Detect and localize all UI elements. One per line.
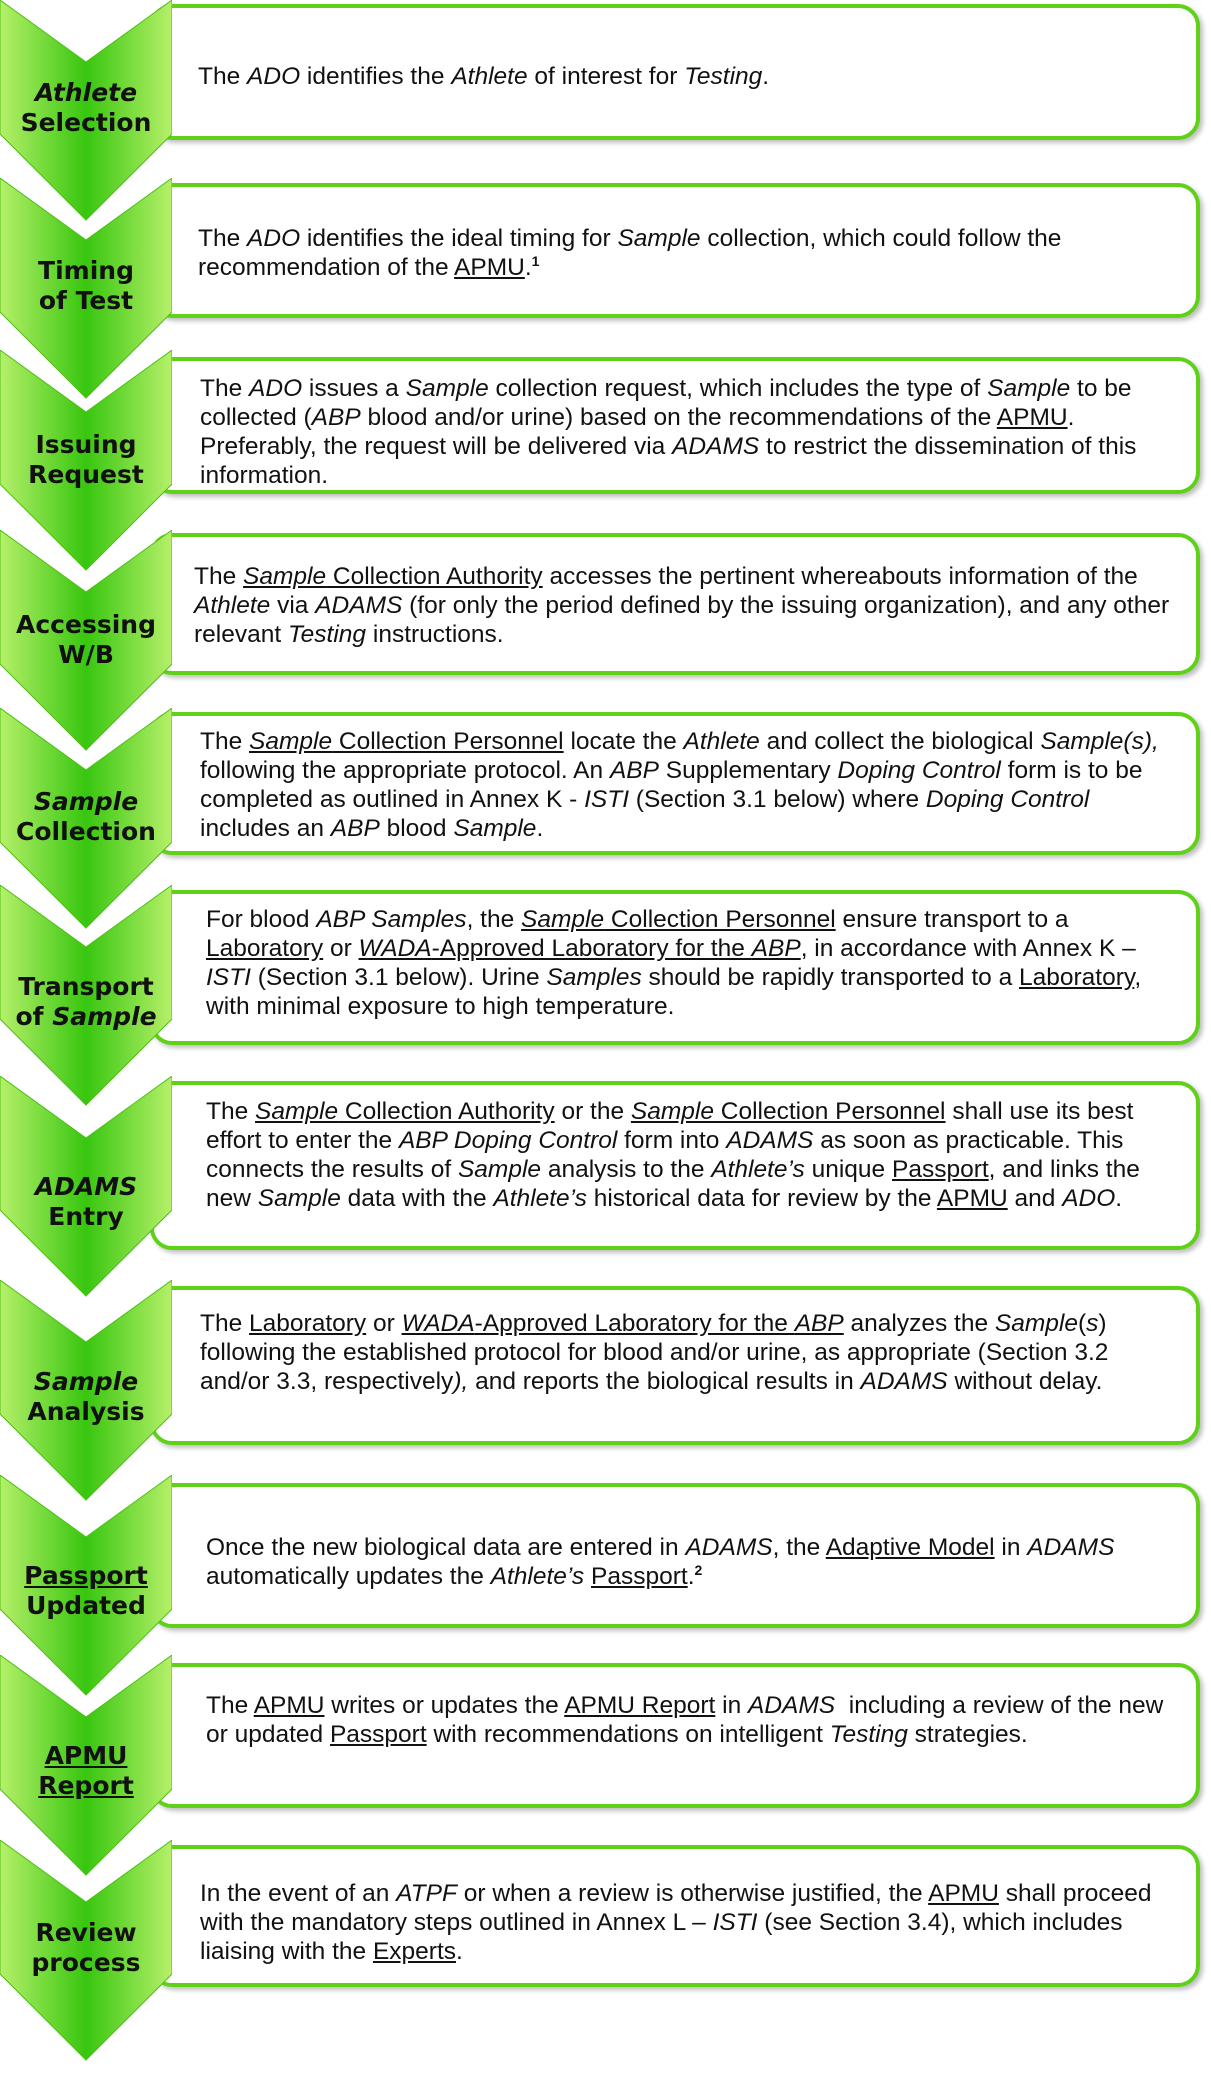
step-description: For blood ABP Samples, the Sample Collection Personnel ensure transport to a Laboratory or WADA-Approved Laboratory for the ABP, in accordance with Annex K – ISTI (Section 3.1 below). Urine Samples should be rapidly transported to a Laboratory, with minimal exposure to high temperature. bbox=[206, 906, 1142, 1020]
step-card bbox=[150, 1081, 1200, 1250]
step-label bbox=[0, 610, 172, 670]
step-label-line: W/B bbox=[58, 640, 114, 669]
step-description: The Sample Collection Personnel locate the Athlete and collect the biological Sample(s), following the appropriate protocol. An ABP Supplementary Doping Control form is to be completed as outlined in Annex K - ISTI (Section 3.1 below) where Doping Control includes an ABP blood Sample. bbox=[200, 728, 1159, 842]
step-card bbox=[150, 1483, 1200, 1628]
step-label bbox=[0, 1561, 172, 1621]
step-label-line: Review bbox=[35, 1918, 137, 1947]
step-description: The Laboratory or WADA-Approved Laboratory for the ABP analyzes the Sample(s) following the established protocol for blood and/or urine, as appropriate (Section 3.2 and/or 3.3, respectively), and reports the biological results in ADAMS without delay. bbox=[200, 1310, 1109, 1395]
step-label bbox=[0, 1918, 172, 1978]
step-description: The ADO identifies the Athlete of interest for Testing. bbox=[198, 63, 770, 90]
step-label-line: Sample bbox=[33, 1367, 139, 1396]
step-label-italic-word: Sample bbox=[52, 1002, 157, 1031]
step-description: The Sample Collection Authority accesses the pertinent whereabouts information of the Athlete via ADAMS (for only the period defined by the issuing organization), and any other relevant Testing instructions. bbox=[194, 563, 1170, 648]
step-description: The Sample Collection Authority or the Sample Collection Personnel shall use its best effort to enter the ABP Doping Control form into ADAMS as soon as practicable. This connects the results of Sample analysis to the Athlete’s unique Passport, and links the new Sample data with the Athlete’s historical data for review by the APMU and ADO. bbox=[206, 1098, 1140, 1212]
step-label-line: Passport bbox=[24, 1561, 148, 1590]
step-label bbox=[0, 787, 172, 847]
step-label-line: Collection bbox=[16, 817, 156, 846]
step-label-line: of Sample bbox=[15, 1002, 157, 1031]
step-card bbox=[150, 712, 1200, 855]
step-label bbox=[0, 78, 172, 138]
step-card bbox=[150, 890, 1200, 1045]
step-label-line: Athlete bbox=[34, 78, 138, 107]
step-description: Once the new biological data are entered in ADAMS, the Adaptive Model in ADAMS automatically updates the Athlete’s Passport.$^2$ bbox=[206, 1534, 1115, 1590]
step-label bbox=[0, 1172, 172, 1232]
step-card bbox=[150, 183, 1200, 318]
step-description: In the event of an ATPF or when a review is otherwise justified, the APMU shall proceed with the mandatory steps outlined in Annex L – ISTI (see Section 3.4), which includes liaising with the Experts. bbox=[200, 1880, 1152, 1965]
step-label-line: Updated bbox=[26, 1591, 146, 1620]
step-label bbox=[0, 1367, 172, 1427]
step-label-line: Report bbox=[38, 1771, 134, 1800]
step-description: The ADO issues a Sample collection request, which includes the type of Sample to be collected (ABP blood and/or urine) based on the recommendations of the APMU. Preferably, the request will be delivered via ADAMS to restrict the dissemination of this information. bbox=[200, 375, 1137, 489]
step-label bbox=[0, 430, 172, 490]
step-label-line: of Test bbox=[38, 286, 134, 315]
step-label-line: Transport bbox=[18, 972, 154, 1001]
step-card bbox=[150, 1663, 1200, 1808]
step-label-line: APMU bbox=[44, 1741, 128, 1770]
step-label-line: Issuing bbox=[35, 430, 137, 459]
step-label-line: Sample bbox=[33, 787, 139, 816]
step-label-line: Analysis bbox=[27, 1397, 145, 1426]
step-card bbox=[150, 357, 1200, 494]
step-label-line: ADAMS bbox=[34, 1172, 138, 1201]
step-label-line: Selection bbox=[20, 108, 152, 137]
step-card bbox=[150, 1286, 1200, 1445]
step-card bbox=[150, 1845, 1200, 1987]
step-label-line: Entry bbox=[48, 1202, 124, 1231]
step-label-line: process bbox=[31, 1948, 141, 1977]
step-description: The APMU writes or updates the APMU Report in ADAMS including a review of the new or updated Passport with recommendations on intelligent Testing strategies. bbox=[206, 1692, 1164, 1748]
step-card bbox=[150, 4, 1200, 140]
step-label-line: Request bbox=[28, 460, 144, 489]
step-label bbox=[0, 256, 172, 316]
step-label bbox=[0, 1741, 172, 1801]
step-description: The ADO identifies the ideal timing for Sample collection, which could follow the recommendation of the APMU.$^1$ bbox=[198, 225, 1062, 281]
step-label-line: Accessing bbox=[16, 610, 156, 639]
step-card bbox=[150, 533, 1200, 675]
step-label-line: Timing bbox=[38, 256, 134, 285]
step-label bbox=[0, 972, 172, 1032]
